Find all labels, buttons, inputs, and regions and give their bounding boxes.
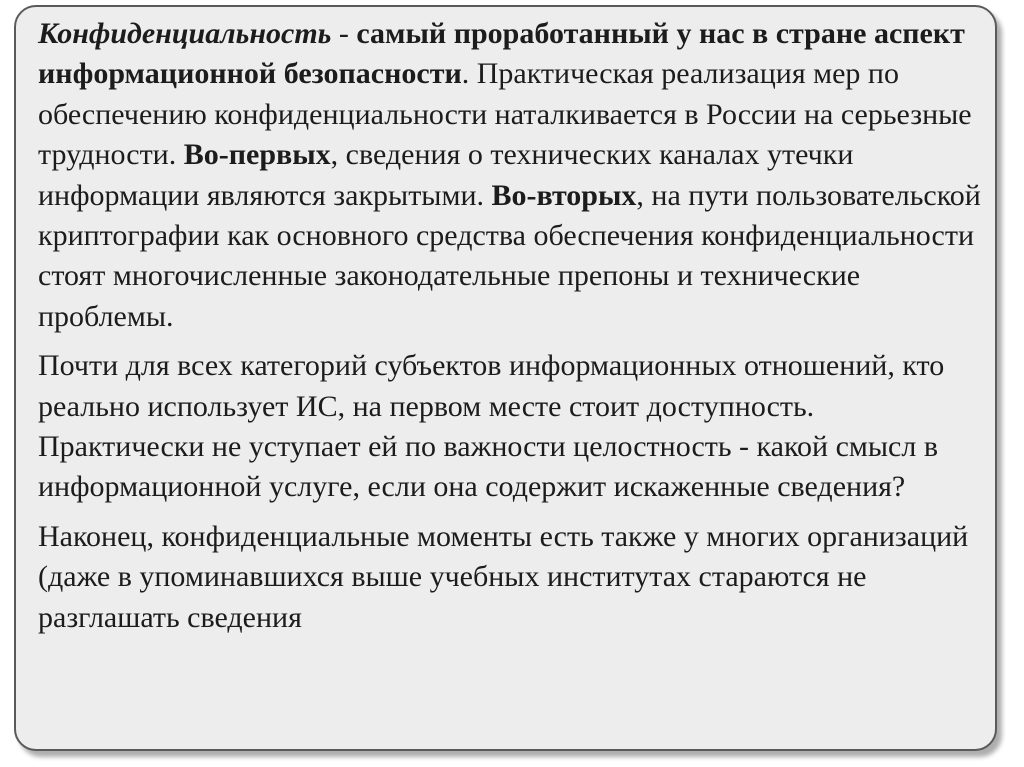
bold-secondly: Во-вторых <box>491 178 637 212</box>
slide-text-body <box>38 14 983 638</box>
paragraph-finally: Наконец, конфиденциальные моменты есть также у многих организаций (даже в упоминавшихся выше учебных институтах стараются не разглашать сведения <box>38 519 969 634</box>
term-confidentiality: Конфиденциальность <box>38 17 332 50</box>
text-run: - <box>331 17 357 50</box>
bold-statement: самый проработанный у нас в стране аспект информационной безопасности <box>38 17 965 91</box>
paragraph-availability: Почти для всех категорий субъектов информационных отношений, кто реально использует ИС, на первом месте стоит доступность. Практически не уступает ей по важности целостность - какой смысл в информационной услуге, если она содержит искаженные сведения? <box>38 349 945 504</box>
text-run: . Практическая реализация мер по обеспечению конфиденциальности наталкивается в России на серьезные трудности. <box>38 57 972 172</box>
text-run: , на пути пользовательской криптографии как основного средства обеспечения конфиденциальности стоят многочисленные законодательные препоны и технические проблемы. <box>38 178 981 333</box>
bold-firstly: Во-первых <box>183 138 331 172</box>
text-run: , сведения о технических каналах утечки информации являются закрытыми. <box>38 138 854 212</box>
paragraph-confidentiality <box>38 14 983 337</box>
